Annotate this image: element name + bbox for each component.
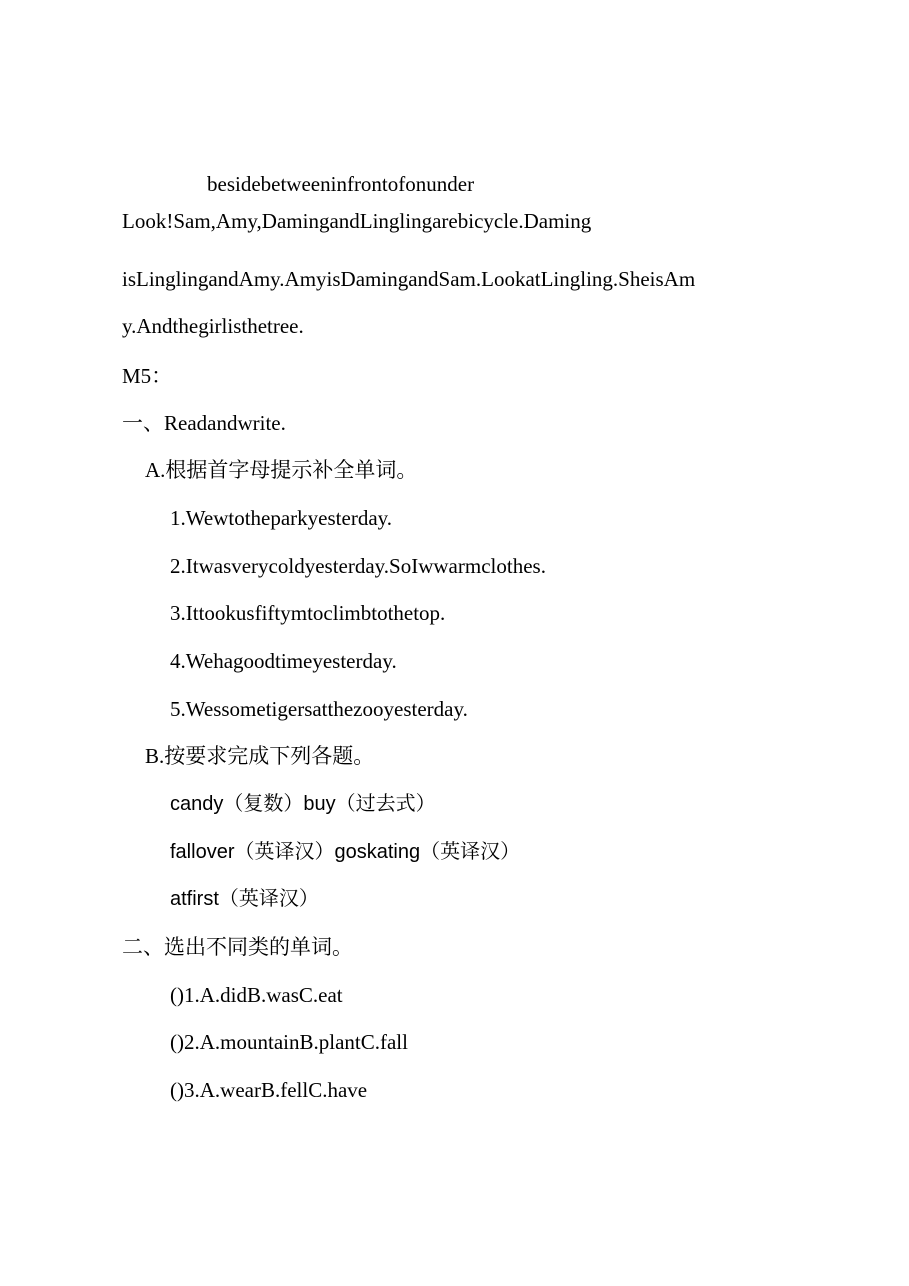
passage-line-3: y.Andthegirlisthetree. bbox=[122, 314, 304, 338]
passage-line-1: Look!Sam,Amy,DamingandLinglingarebicycle.Daming bbox=[122, 209, 592, 233]
part-a-item-4: 4.Wehagoodtimeyesterday. bbox=[170, 649, 397, 673]
section-2-item-1: ()1.A.didB.wasC.eat bbox=[170, 983, 343, 1007]
part-b-item-3: atfirst（英译汉） bbox=[170, 888, 319, 910]
module-title: M5： bbox=[122, 364, 173, 388]
part-a-item-3: 3.Ittookusfiftymtoclimbtothetop. bbox=[170, 601, 446, 625]
word-bank: besidebetweeninfrontofonunder bbox=[207, 172, 475, 196]
part-a-item-5: 5.Wessometigersatthezooyesterday. bbox=[170, 697, 468, 721]
part-a-item-1: 1.Wewtotheparkyesterday. bbox=[170, 506, 393, 530]
part-a-title: A.根据首字母提示补全单词。 bbox=[145, 458, 418, 482]
section-2-title: 二、选出不同类的单词。 bbox=[122, 935, 353, 959]
section-1-title: 一、Readandwrite. bbox=[122, 411, 286, 435]
part-b-item-2: fallover（英译汉）goskating（英译汉） bbox=[170, 841, 521, 863]
part-b-item-1: candy（复数）buy（过去式） bbox=[170, 793, 436, 815]
section-2-item-2: ()2.A.mountainB.plantC.fall bbox=[170, 1030, 408, 1054]
part-b-title: B.按要求完成下列各题。 bbox=[145, 744, 375, 768]
part-a-item-2: 2.Itwasverycoldyesterday.SoIwwarmclothes. bbox=[170, 554, 546, 578]
passage-line-2: isLinglingandAmy.AmyisDamingandSam.LookatLingling.SheisAm bbox=[122, 267, 696, 291]
section-2-item-3: ()3.A.wearB.fellC.have bbox=[170, 1078, 368, 1102]
